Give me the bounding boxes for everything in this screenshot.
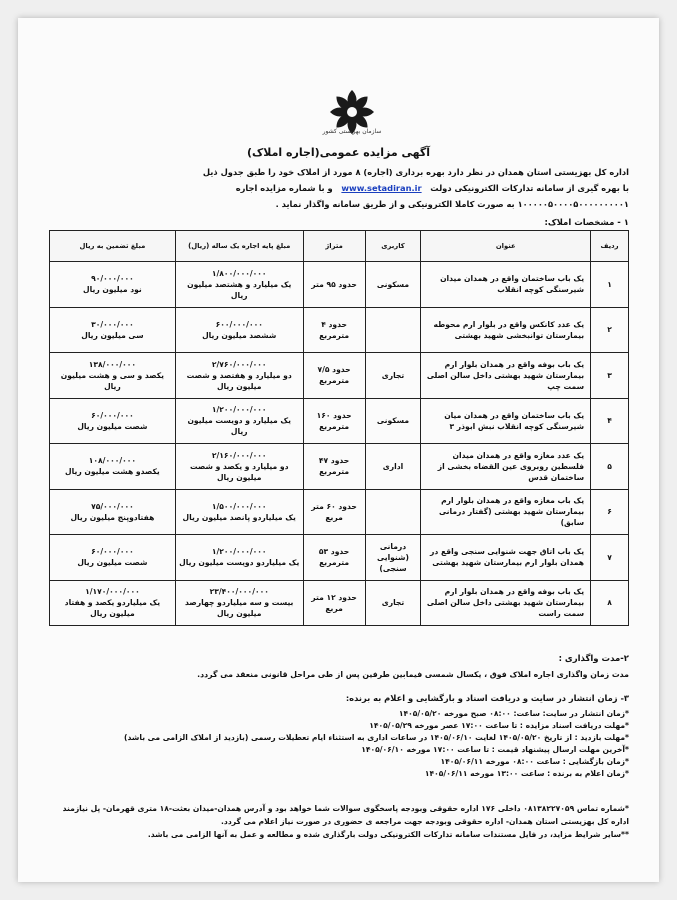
notes-block (48, 802, 629, 841)
section-2-heading: ۲-مدت واگذاری : (558, 654, 629, 664)
note-line: *شماره تماس ۰۸۱۳۸۲۲۷۰۵۹ داخلی ۱۷۶ اداره حقوقی وبودجه پاسخگوی سوالات شما خواهد بود و آدرس همدان-میدان بعثت-۱۸ متری قهرمان- پل نیازمند (62, 804, 629, 813)
properties-table (49, 230, 629, 626)
table-row: ۳ یک باب بوفه واقع در همدان بلوار ارم بیمارستان شهید بهشتی داخل سالن اصلی سمت چپ تجاری حدود ۷/۵ مترمربع ۲/۷۶۰/۰۰۰/۰۰۰ دو میلیارد و هفتصد و شصت میلیون ریال ۱۳۸/۰۰۰/۰۰۰ یکصد و سی و هشت میلیون ریال (50, 353, 629, 399)
note-line: اداره کل بهزیستی استان همدان- اداره حقوقی وبودجه جهت مراجعه ی حضوری در صورت نیاز اعلام می گردد. (221, 817, 629, 826)
schedule-item: *زمان بازگشایی : ساعت ۰۸:۰۰ مورخه ۱۴۰۵/۰۶/۱۱ (440, 757, 629, 766)
col-title: عنوان (421, 231, 591, 262)
table-row: ۴ یک باب ساختمان واقع در همدان میان شیرسنگی کوچه انقلاب نبش ابوذر ۳ مسکونی حدود ۱۶۰ مترمربع ۱/۲۰۰/۰۰۰/۰۰۰ یک میلیارد و دویست میلیون ریال ۶۰/۰۰۰/۰۰۰ شصت میلیون ریال (50, 398, 629, 444)
schedule-item: *مهلت بازدید : از تاریخ ۱۴۰۵/۰۵/۲۰ لغایت ۱۴۰۵/۰۶/۱۰ در ساعات اداری به استثناء ایام تعطیلات رسمی (بازدید از املاک الزامی می باشد) (124, 733, 629, 742)
schedule-list (48, 708, 629, 780)
table-row: ۱ یک باب ساختمان واقع در همدان میدان شیرسنگی کوچه انقلاب مسکونی حدود ۹۵ متر ۱/۸۰۰/۰۰۰/۰۰۰ یک میلیارد و هشتصد میلیون ریال ۹۰/۰۰۰/۰۰۰ نود میلیون ریال (50, 262, 629, 308)
table-row: ۵ یک عدد مغازه واقع در همدان میدان فلسطین روبروی عین القضاه بخشی از ساختمان قدس اداری حدود ۴۷ مترمربع ۲/۱۶۰/۰۰۰/۰۰۰ دو میلیارد و یکصد و شصت میلیون ریال ۱۰۸/۰۰۰/۰۰۰ یکصدو هشت میلیون ریال (50, 444, 629, 490)
section-1-heading: ۱ - مشخصات املاک: (544, 218, 629, 228)
setadiran-link[interactable]: www.setadiran.ir (341, 183, 422, 193)
intro-paragraph (48, 164, 629, 212)
section-3-heading: ۳- زمان انتشار در سایت و دریافت اسناد و بارگشایی و اعلام به برنده: (345, 693, 629, 703)
notice-page (18, 18, 659, 882)
notice-title: آگهی مزایده عمومی(اجاره املاک) (246, 146, 431, 159)
schedule-item: *مهلت دریافت اسناد مزایده : تا ساعت ۱۷:۰۰ عصر مورخه ۱۴۰۵/۰۵/۲۹ (369, 721, 629, 730)
col-deposit: مبلغ تضمین به ریال (50, 231, 176, 262)
intro-line-1: اداره کل بهزیستی استان همدان در نظر دارد بهره برداری (اجاره) ۸ مورد از املاک خود را طبق جدول ذیل (202, 167, 629, 177)
col-base-price: مبلغ پایه اجاره یک ساله (ریال) (175, 231, 303, 262)
schedule-item: *آخرین مهلت ارسال پیشنهاد قیمت : تا ساعت ۱۷:۰۰ مورخه ۱۴۰۵/۰۶/۱۰ (361, 745, 629, 754)
col-row-number: ردیف (591, 231, 629, 262)
col-use: کاربری (365, 231, 421, 262)
logo-caption: سازمان بهزیستی کشور (322, 128, 382, 135)
schedule-item: *زمان انتشار در سایت: ساعت: ۰۸:۰۰ صبح مورخه ۱۴۰۵/۰۵/۲۰ (398, 709, 629, 718)
schedule-item: *زمان اعلام به برنده : ساعت ۱۳:۰۰ مورخه ۱۴۰۵/۰۶/۱۱ (424, 769, 629, 778)
intro-line-2: با بهره گیری از سامانه تدارکات الکترونیکی دولت www.setadiran.ir و با شماره مزایده اجاره (235, 183, 629, 193)
table-row: ۷ یک باب اتاق جهت شنوایی سنجی واقع در همدان بلوار ارم بیمارستان شهید بهشتی درمانی (شنوایی سنجی) حدود ۵۳ مترمربع ۱/۲۰۰/۰۰۰/۰۰۰ یک میلیاردو دویست میلیون ریال ۶۰/۰۰۰/۰۰۰ شصت میلیون ریال (50, 535, 629, 581)
intro-line-3: ۱۰۰۰۰۰۵۰۰۰۰۵۰۰۰۰۰۰۰۰۰۱ به صورت کاملا الکترونیکی و از طریق سامانه واگذار نماید . (275, 199, 629, 209)
col-area: متراژ (303, 231, 365, 262)
note-line: **سایر شرایط مزاید، در فایل مستندات سامانه تدارکات الکترونیکی دولت بارگذاری شده و مطالعه و عمل به آنها الزامی می باشد. (147, 830, 629, 839)
table-row: ۸ یک باب بوفه واقع در همدان بلوار ارم بیمارستان شهید بهشتی داخل سالن اصلی سمت راست تجاری حدود ۱۲ متر مربع ۲۳/۴۰۰/۰۰۰/۰۰۰ بیست و سه میلیاردو چهارصد میلیون ریال ۱/۱۷۰/۰۰۰/۰۰۰ یک میلیاردو یکصد و هفتاد میلیون ریال (50, 580, 629, 626)
section-2-text: مدت زمان واگذاری اجاره املاک فوق ، یکسال شمسی فیمابین طرفین پس از طی مراحل قانونی منعقد می گردد. (197, 670, 629, 679)
table-header-row (50, 231, 629, 262)
table-row: ۲ یک عدد کانکس واقع در بلوار ارم محوطه بیمارستان توانبخشی شهید بهشتی حدود ۴ مترمربع ۶۰۰/۰۰۰/۰۰۰ ششصد میلیون ریال ۳۰/۰۰۰/۰۰۰ سی میلیون ریال (50, 307, 629, 353)
table-row: ۶ یک باب مغازه واقع در همدان بلوار ارم بیمارستان شهید بهشتی (گفتار درمانی سابق) حدود ۶۰ متر مربع ۱/۵۰۰/۰۰۰/۰۰۰ یک میلیاردو پانصد میلیون ریال ۷۵/۰۰۰/۰۰۰ هفتادوپنج میلیون ریال (50, 489, 629, 535)
